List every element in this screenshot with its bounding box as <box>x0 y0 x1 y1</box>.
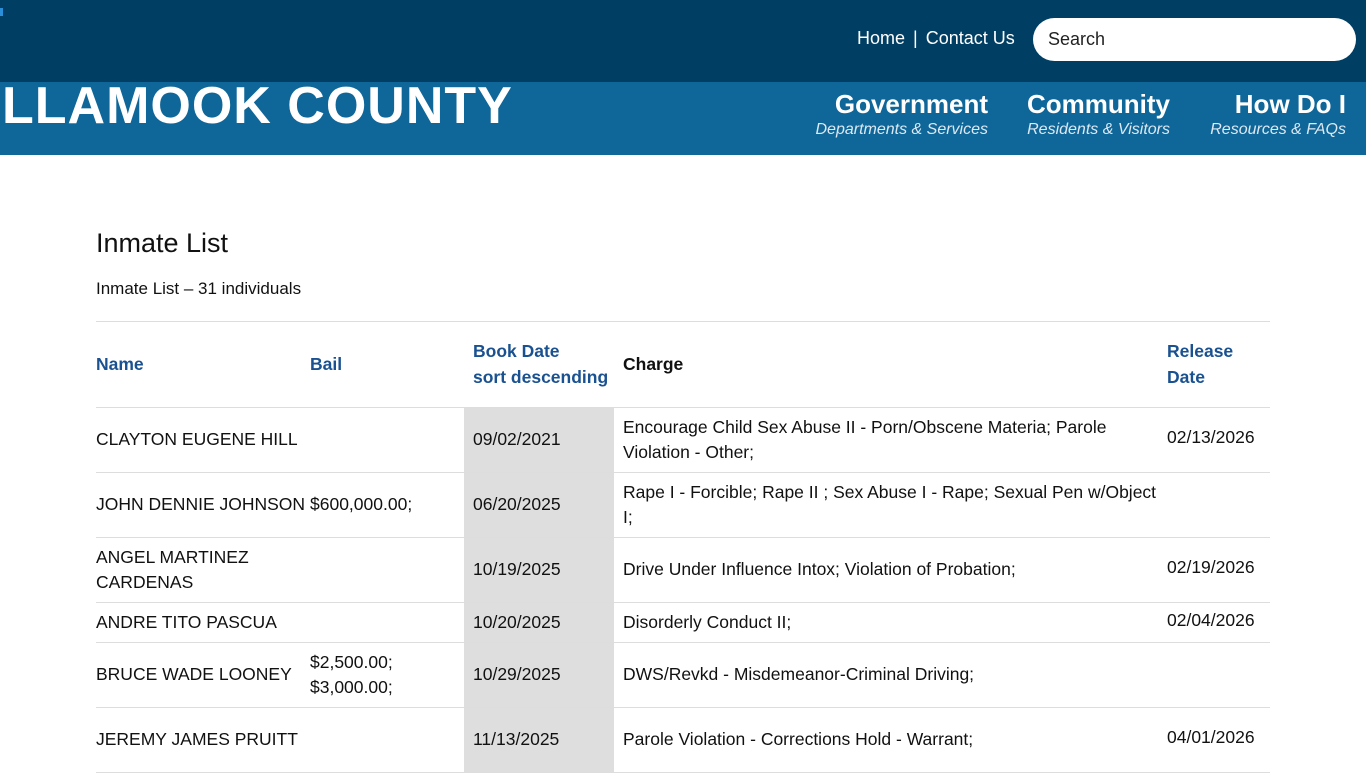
main-content <box>96 228 1270 773</box>
table-row <box>96 408 1270 473</box>
cell-bail <box>310 538 464 603</box>
cell-book-date: 11/13/2025 <box>464 708 614 773</box>
cell-name: ANGEL MARTINEZ CARDENAS <box>96 546 249 592</box>
column-header-release-date[interactable] <box>1167 322 1270 408</box>
nav-item-title: Community <box>1027 89 1170 119</box>
home-link[interactable]: Home <box>857 28 906 48</box>
cell-bail: $600,000.00; <box>310 494 413 515</box>
corner-marker <box>0 8 3 16</box>
column-header-bail[interactable] <box>310 322 464 408</box>
cell-charge: Encourage Child Sex Abuse II - Porn/Obscene Materia; Parole Violation - Other; <box>623 416 1107 462</box>
cell-bail <box>310 708 464 773</box>
sort-bail-link[interactable]: Bail <box>310 353 343 374</box>
sort-name-link[interactable]: Name <box>96 353 144 374</box>
cell-name: BRUCE WADE LOONEY <box>96 664 292 685</box>
link-separator: | <box>913 28 918 48</box>
sort-descending-icon[interactable]: sort descending <box>473 366 609 387</box>
cell-book-date: 10/20/2025 <box>464 603 614 643</box>
cell-bail: $2,500.00; $3,000.00; <box>310 651 393 697</box>
cell-book-date: 06/20/2025 <box>464 473 614 538</box>
cell-book-date: 09/02/2021 <box>464 408 614 473</box>
sort-release-date-link[interactable]: Release Date <box>1167 341 1234 387</box>
nav-item-title: Government <box>834 89 988 119</box>
cell-book-date: 10/19/2025 <box>464 538 614 603</box>
cell-charge: Rape I - Forcible; Rape II ; Sex Abuse I - Rape; Sexual Pen w/Object I; <box>623 481 1157 527</box>
contact-us-link[interactable]: Contact Us <box>925 28 1015 48</box>
nav-item-title: How Do I <box>1234 89 1346 119</box>
cell-release-date <box>1167 473 1270 538</box>
cell-name: ANDRE TITO PASCUA <box>96 611 277 632</box>
cell-charge: Disorderly Conduct II; <box>623 611 792 632</box>
inmate-table <box>96 321 1270 773</box>
cell-release-date: 02/19/2026 <box>1167 557 1255 577</box>
nav-item-how-do-i[interactable] <box>1210 90 1346 139</box>
cell-charge: DWS/Revkd - Misdemeanor-Criminal Driving; <box>623 664 975 685</box>
cell-bail <box>310 408 464 473</box>
nav-item-government[interactable] <box>815 90 988 139</box>
site-logo[interactable]: LLAMOOK COUNTY <box>2 77 513 135</box>
table-row <box>96 473 1270 538</box>
cell-name: JOHN DENNIE JOHNSON <box>96 494 306 515</box>
table-header-row <box>96 322 1270 408</box>
cell-name: JEREMY JAMES PRUITT <box>96 729 298 750</box>
search-input[interactable] <box>1033 18 1356 61</box>
column-header-name[interactable] <box>96 322 310 408</box>
table-row <box>96 538 1270 603</box>
column-header-book-date[interactable] <box>464 322 614 408</box>
nav-item-subtitle: Residents & Visitors <box>1027 120 1170 138</box>
cell-bail <box>310 603 464 643</box>
cell-charge: Parole Violation - Corrections Hold - Warrant; <box>623 729 974 750</box>
cell-release-date: 02/13/2026 <box>1167 427 1255 447</box>
cell-release-date <box>1167 643 1270 708</box>
cell-release-date: 04/01/2026 <box>1167 727 1255 747</box>
table-row <box>96 603 1270 643</box>
column-header-charge: Charge <box>623 353 684 374</box>
cell-charge: Drive Under Influence Intox; Violation of Probation; <box>623 559 1016 580</box>
main-nav <box>0 77 1366 155</box>
nav-item-subtitle: Departments & Services <box>815 120 988 138</box>
cell-release-date: 02/04/2026 <box>1167 610 1255 630</box>
sort-book-date-link[interactable]: Book Date <box>473 341 560 362</box>
inmate-count: Inmate List – 31 individuals <box>96 279 302 298</box>
cell-book-date: 10/29/2025 <box>464 643 614 708</box>
table-row <box>96 708 1270 773</box>
cell-name: CLAYTON EUGENE HILL <box>96 429 298 450</box>
utility-links <box>857 28 1015 49</box>
top-bar <box>0 0 1366 82</box>
table-row <box>96 643 1270 708</box>
page-title: Inmate List <box>96 228 229 258</box>
nav-item-subtitle: Resources & FAQs <box>1210 120 1346 138</box>
nav-item-community[interactable] <box>1027 90 1170 139</box>
